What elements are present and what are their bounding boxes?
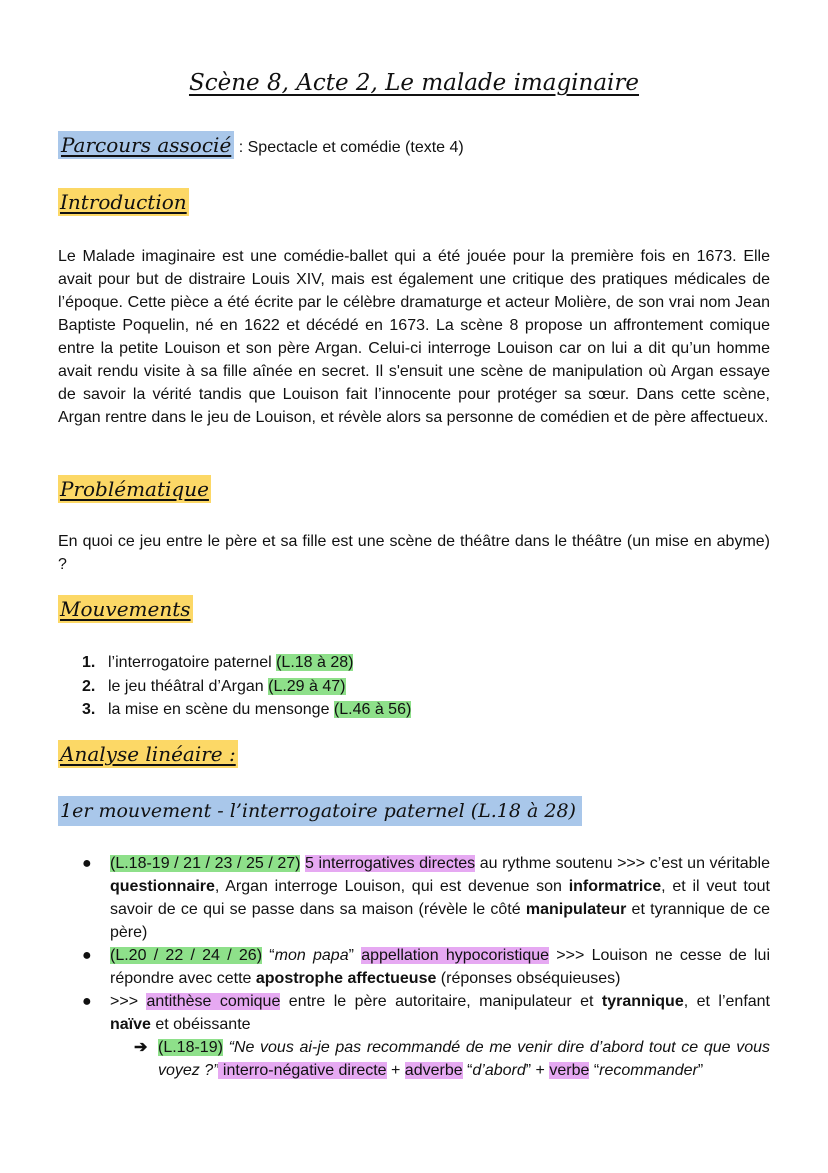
introduction-heading: Introduction — [60, 190, 187, 214]
list-item: ● >>> antithèse comique entre le père autoritaire, manipulateur et tyrannique, et l’enfant naïve et obéissante — [58, 990, 770, 1036]
bullet-dot: ● — [82, 855, 92, 872]
list-item: ● (L.20 / 22 / 24 / 26) “mon papa” appellation hypocoristique >>> Louison ne cesse de lui répondre avec cette apostrophe affectueuse (réponses obséquieuses) — [58, 944, 770, 990]
sub-point: ➔ (L.18-19) “Ne vous ai-je pas recommandé de me venir dire d’abord tout ce que vous voyez ?” interro-négative directe + adverbe “d’abord” + verbe “recommander” — [58, 1036, 770, 1082]
page-title: Scène 8, Acte 2, Le malade imaginaire — [188, 70, 640, 96]
mouvement-item: 1. l’interrogatoire paternel (L.18 à 28) — [82, 654, 354, 671]
problematique-text: En quoi ce jeu entre le père et sa fille est une scène de théâtre dans le théâtre (un mise en abyme) ? — [58, 533, 770, 573]
analyse-bullets — [58, 852, 770, 1082]
list-item: ● (L.18-19 / 21 / 23 / 25 / 27) 5 interrogatives directes au rythme soutenu >>> c’est un véritable questionnaire, Argan interroge Louison, qui est devenue son informatrice, et il veut tout savoir de ce qui se passe dans sa maison (révèle le côté manipulateur et tyrannique de ce père) — [58, 852, 770, 944]
mouvement-1-heading: 1er mouvement - l’interrogatoire paternel (L.18 à 28) — [58, 796, 582, 826]
mouvement-item: 2. le jeu théâtral d’Argan (L.29 à 47) — [82, 677, 346, 695]
introduction-text: Le Malade imaginaire est une comédie-ballet qui a été jouée pour la première fois en 1673. Elle avait pour but de distraire Louis XIV, mais est également une critique des pratiques médicales de l’époque. Cette pièce a été écrite par le célèbre dramaturge et acteur Molière, de son vrai nom Jean Baptiste Poquelin, né en 1622 et décédé en 1673. La scène 8 propose un affrontement comique entre la petite Louison et son père Argan. Celui-ci interroge Louison car on lui a dit qu’un homme avait rendu visite à sa fille aînée en secret. Il s'ensuit une scène de manipulation où Argan essaye de savoir la vérité tandis que Louison fait l’innocente pour protéger sa sœur. Dans cette scène, Argan rentre dans le jeu de Louison, et révèle alors sa personne de comédien et de père affectueux. — [58, 248, 770, 426]
mouvements-list — [82, 651, 411, 722]
parcours-line — [58, 133, 464, 157]
arrow-icon: ➔ — [134, 1039, 148, 1056]
mouvements-heading: Mouvements — [60, 597, 191, 621]
sub-list-item — [58, 1036, 770, 1082]
parcours-text: : Spectacle et comédie (texte 4) — [234, 139, 464, 156]
problematique-heading: Problématique — [60, 477, 209, 501]
bullet-dot: ● — [82, 947, 92, 964]
mouvement-item: 3. la mise en scène du mensonge (L.46 à 56) — [82, 701, 412, 718]
bullet-dot: ● — [82, 993, 92, 1010]
parcours-label: Parcours associé — [58, 131, 234, 159]
analyse-heading: Analyse linéaire : — [60, 742, 236, 766]
